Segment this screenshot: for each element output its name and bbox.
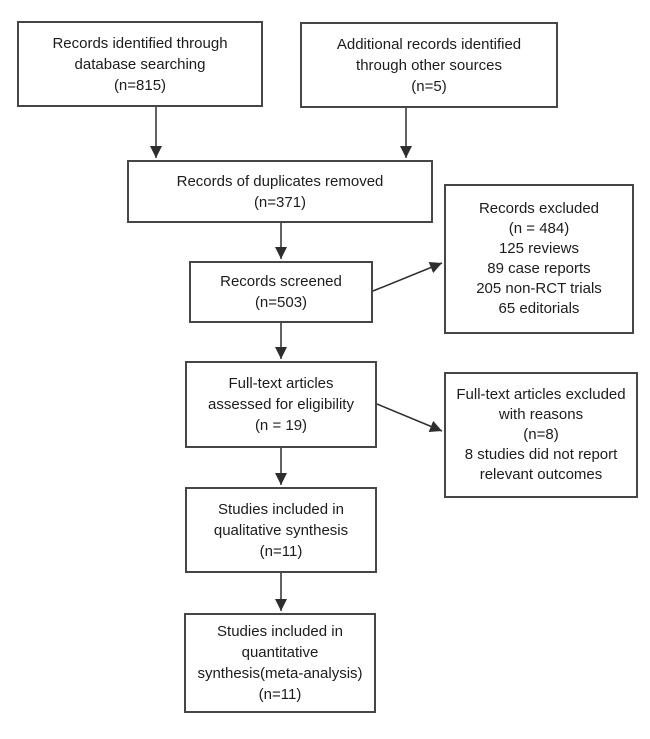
records-excluded-box (444, 184, 634, 334)
box-text-line: relevant outcomes (479, 466, 603, 483)
box-text-line: quantitative (241, 644, 319, 661)
box-text-line: Additional records identified (336, 35, 522, 53)
box-text-line: (n=503) (254, 294, 308, 311)
box-text-line: (n=815) (113, 76, 167, 94)
box-text-line: 65 editorials (498, 300, 580, 317)
fulltext-assessed-box (185, 361, 377, 448)
box-text-line: synthesis(meta-analysis) (197, 665, 363, 682)
box-text-line: Records screened (220, 273, 342, 290)
box-text-line: Records identified through (52, 34, 228, 52)
box-text-line: Studies included in (217, 623, 343, 640)
box-text-line: assessed for eligibility (208, 396, 354, 413)
box-text-line: Records of duplicates removed (176, 172, 384, 190)
box-text-line: (n=371) (253, 193, 307, 211)
box-text-line: (n=11) (258, 686, 302, 703)
qualitative-synthesis-box (185, 487, 377, 573)
duplicates-removed-box (127, 160, 433, 223)
box-text-line: 89 case reports (487, 260, 591, 277)
box-text-line: Records excluded (478, 200, 600, 217)
box-text-line: (n=5) (411, 77, 447, 95)
box-text-line: 205 non-RCT trials (476, 280, 602, 297)
box-text-line: 8 studies did not report (464, 446, 618, 463)
box-text-line: with reasons (498, 406, 584, 423)
box-text-line: Full-text articles excluded (456, 386, 626, 403)
records-identified-box (17, 21, 263, 107)
box-text-line: Full-text articles (228, 375, 334, 392)
box-text-line: Studies included in (218, 500, 344, 518)
records-screened-box (189, 261, 373, 323)
box-text-line: (n=8) (523, 426, 559, 443)
box-text-line: database searching (74, 55, 206, 73)
quantitative-synthesis-box (184, 613, 376, 713)
arrow-fulltext-to-fulltext-excluded (377, 404, 442, 431)
box-text-line: (n = 484) (508, 220, 570, 237)
box-text-line: through other sources (356, 56, 502, 74)
box-text-line: qualitative synthesis (213, 521, 349, 539)
additional-records-box (300, 22, 558, 108)
box-text-line: 125 reviews (498, 240, 580, 257)
fulltext-excluded-box (444, 372, 638, 498)
box-text-line: (n=11) (259, 542, 303, 560)
box-text-line: (n = 19) (254, 417, 308, 434)
arrow-screened-to-excluded (373, 263, 442, 291)
